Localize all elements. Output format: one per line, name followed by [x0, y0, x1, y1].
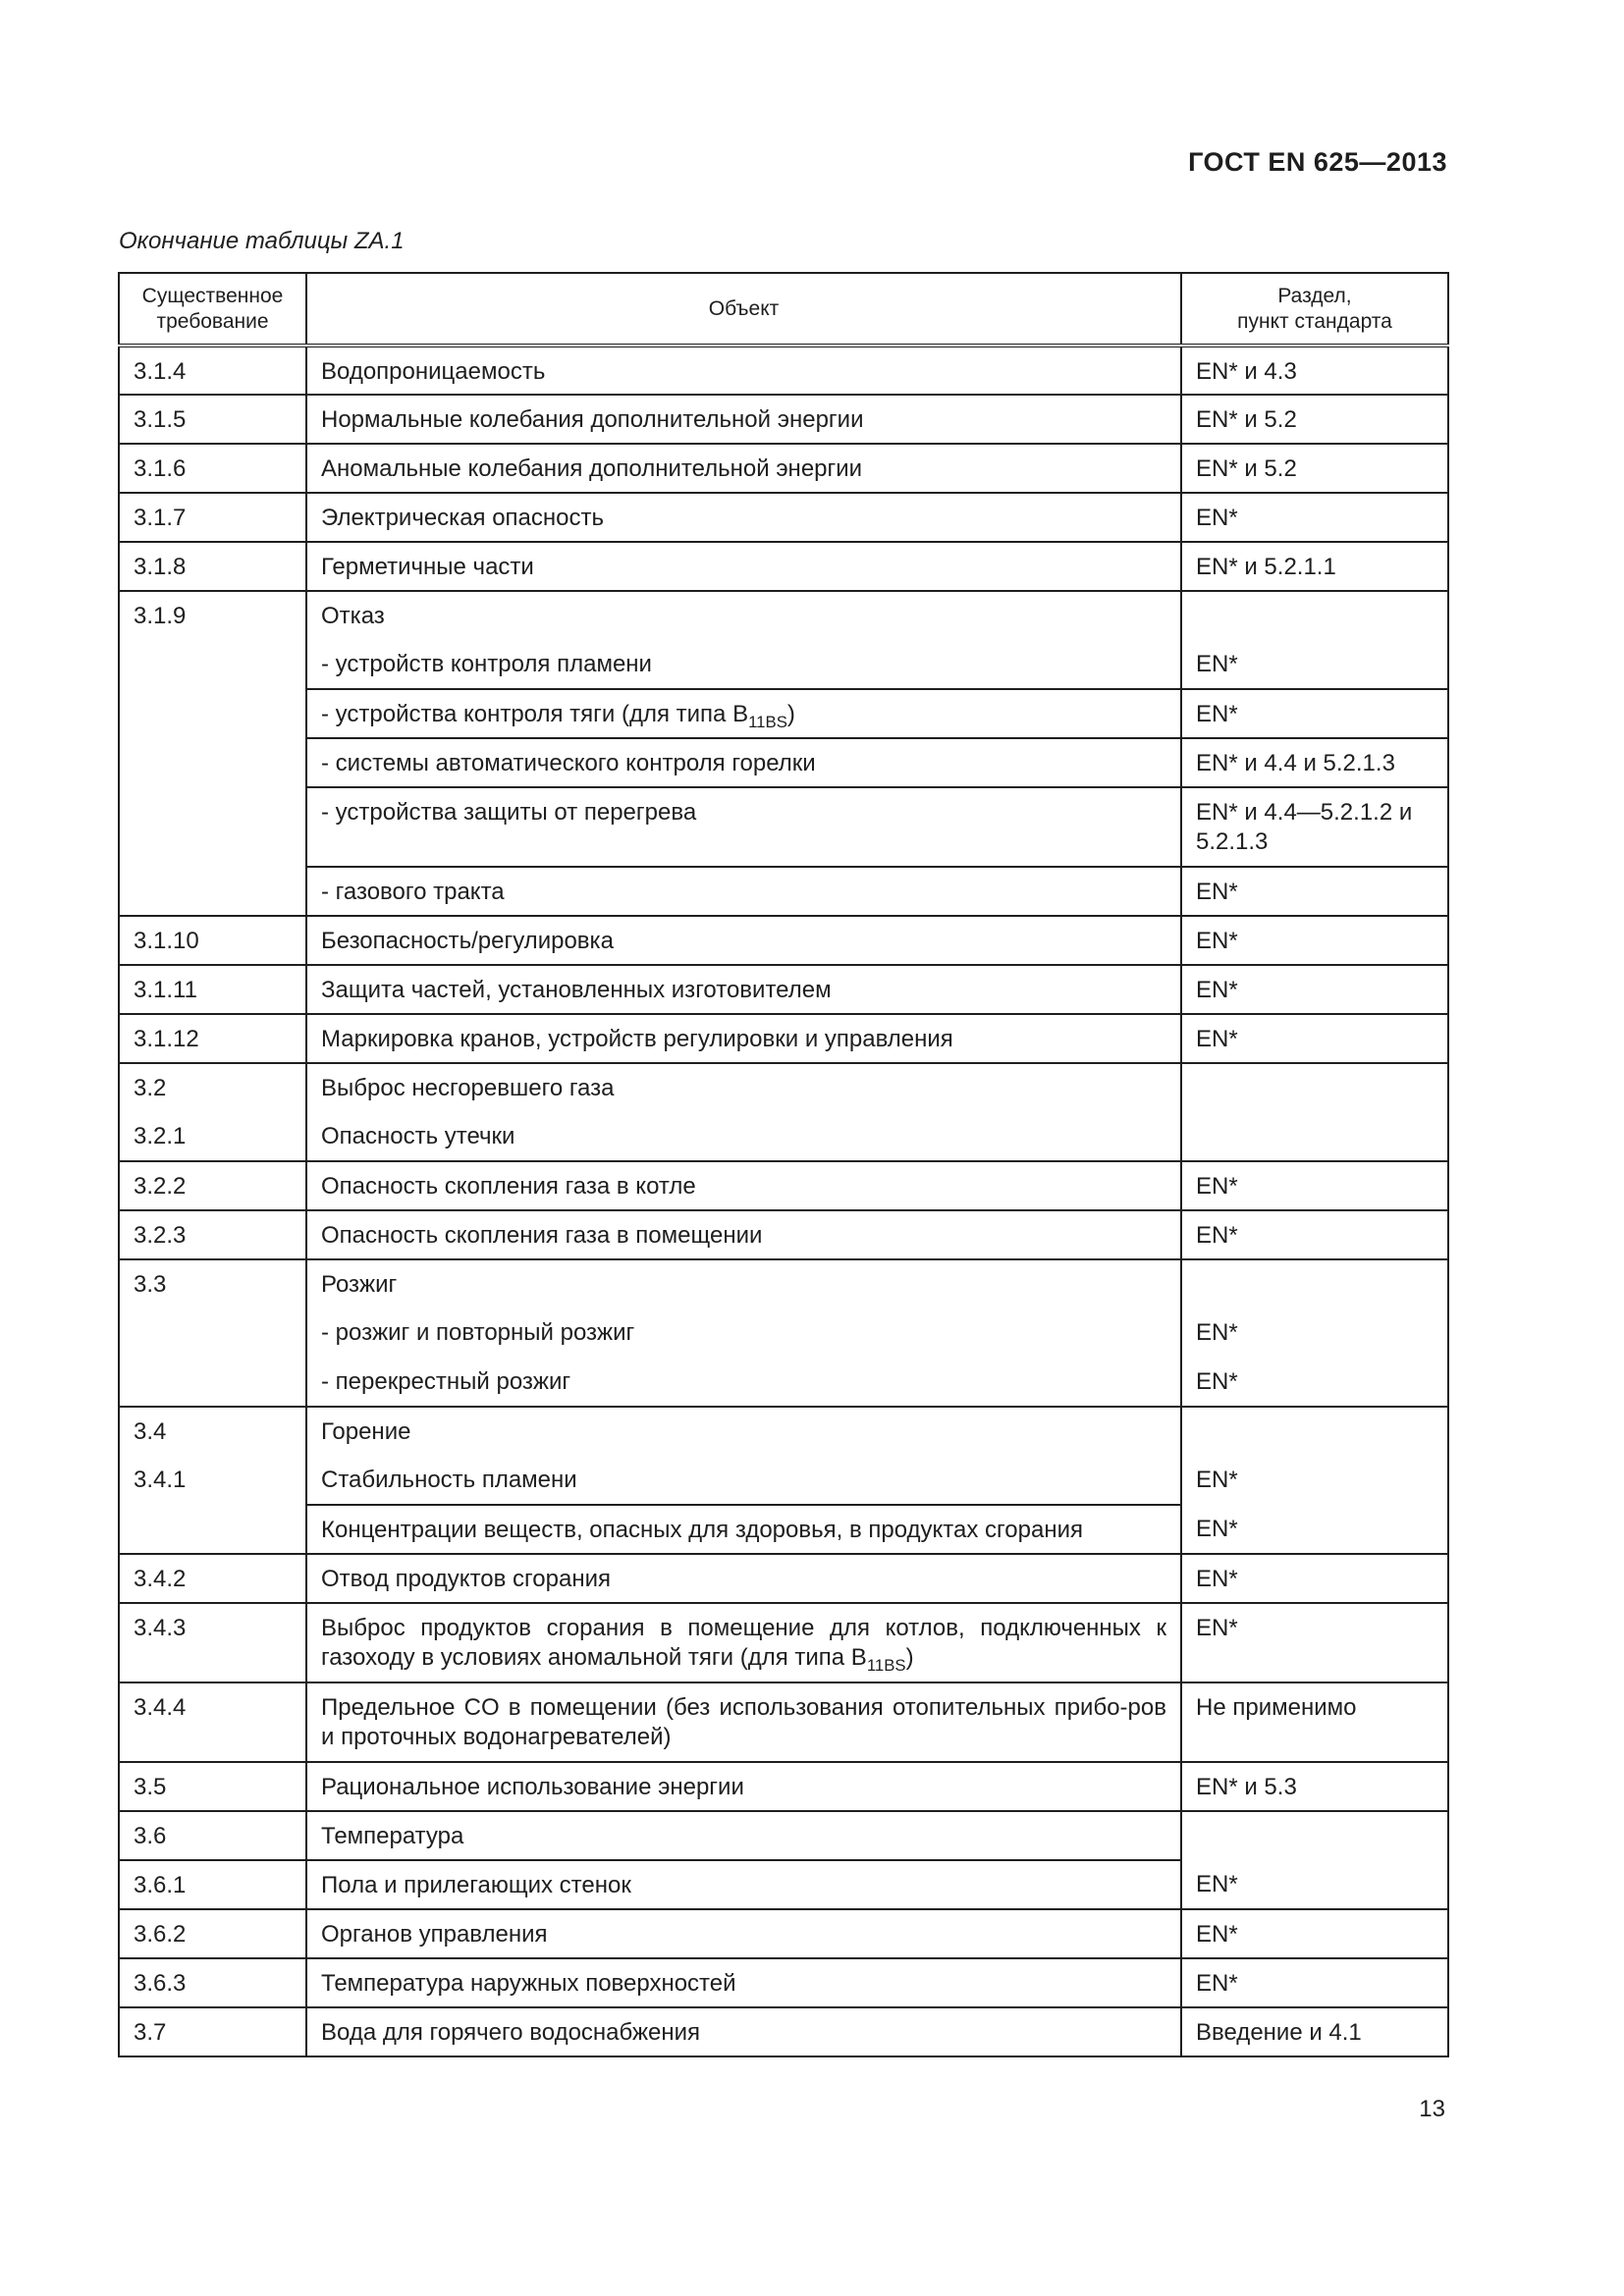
table-row [119, 1958, 1448, 2007]
requirement-cell: 3.2.1 [119, 1112, 306, 1161]
table-row [119, 346, 1448, 395]
object-cell: Органов управления [306, 1909, 1181, 1958]
object-cell: - системы автоматического контроля горелки [306, 738, 1181, 787]
clause-cell: EN* [1181, 1603, 1448, 1682]
object-cell: Выброс несгоревшего газа [306, 1063, 1181, 1112]
clause-cell: Не применимо [1181, 1682, 1448, 1762]
requirement-cell: 3.1.12 [119, 1014, 306, 1063]
table-row [119, 444, 1448, 493]
table-row [119, 1161, 1448, 1210]
object-cell: Рациональное использование энергии [306, 1762, 1181, 1811]
table-row [119, 2007, 1448, 2056]
document-title: ГОСТ EN 625—2013 [1188, 147, 1447, 177]
table-row [119, 1554, 1448, 1603]
table-row [119, 1860, 1448, 1909]
object-cell: Маркировка кранов, устройств регулировки и управления [306, 1014, 1181, 1063]
object-cell: Температура [306, 1811, 1181, 1860]
table-row [119, 1308, 1448, 1358]
clause-cell: EN* [1181, 1505, 1448, 1554]
object-cell: Температура наружных поверхностей [306, 1958, 1181, 2007]
object-cell: Предельное CO в помещении (без использования отопительных прибо-ров и проточных водонагревателей) [306, 1682, 1181, 1762]
requirement-cell: 3.1.7 [119, 493, 306, 542]
requirement-cell: 3.1.4 [119, 346, 306, 395]
requirement-cell: 3.1.8 [119, 542, 306, 591]
clause-cell: EN* [1181, 1909, 1448, 1958]
table-row [119, 591, 1448, 640]
object-cell: Аномальные колебания дополнительной энергии [306, 444, 1181, 493]
clause-cell [1181, 1811, 1448, 1860]
requirement-cell: 3.7 [119, 2007, 306, 2056]
table-row [119, 1112, 1448, 1161]
object-cell: Электрическая опасность [306, 493, 1181, 542]
table-row [119, 787, 1448, 867]
object-cell: Вода для горячего водоснабжения [306, 2007, 1181, 2056]
page-number: 13 [1419, 2096, 1445, 2122]
clause-cell: EN* [1181, 1456, 1448, 1505]
clause-cell: EN* и 4.3 [1181, 346, 1448, 395]
table-row [119, 738, 1448, 787]
table-row [119, 1682, 1448, 1762]
table-row [119, 640, 1448, 689]
table-row [119, 916, 1448, 965]
object-cell: - розжиг и повторный розжиг [306, 1308, 1181, 1358]
requirement-cell: 3.4.4 [119, 1682, 306, 1762]
header-standard-clause: Раздел, пункт стандарта [1181, 273, 1448, 346]
object-cell: Розжиг [306, 1259, 1181, 1308]
object-cell: - устройств контроля пламени [306, 640, 1181, 689]
object-cell: Отказ [306, 591, 1181, 640]
table-row [119, 1505, 1448, 1554]
table-row [119, 1603, 1448, 1682]
object-cell: Безопасность/регулировка [306, 916, 1181, 965]
table-row [119, 1456, 1448, 1505]
requirement-cell: 3.4.1 [119, 1456, 306, 1554]
requirement-cell: 3.3 [119, 1259, 306, 1407]
table-header-row [119, 273, 1448, 346]
clause-cell: EN* [1181, 1161, 1448, 1210]
requirement-cell: 3.1.6 [119, 444, 306, 493]
requirement-cell: 3.2 [119, 1063, 306, 1112]
table-row [119, 1259, 1448, 1308]
clause-cell: EN* [1181, 1358, 1448, 1407]
clause-cell: EN* [1181, 640, 1448, 689]
object-cell: Горение [306, 1407, 1181, 1456]
requirement-cell: 3.2.3 [119, 1210, 306, 1259]
requirement-cell: 3.6.1 [119, 1860, 306, 1909]
table-row [119, 1210, 1448, 1259]
clause-cell: EN* и 5.2.1.1 [1181, 542, 1448, 591]
clause-cell: EN* [1181, 916, 1448, 965]
requirement-cell: 3.6 [119, 1811, 306, 1860]
object-cell: Защита частей, установленных изготовителем [306, 965, 1181, 1014]
table-row [119, 1909, 1448, 1958]
clause-cell: EN* [1181, 1210, 1448, 1259]
object-cell: Нормальные колебания дополнительной энергии [306, 395, 1181, 444]
object-cell: Опасность скопления газа в помещении [306, 1210, 1181, 1259]
requirement-cell: 3.1.5 [119, 395, 306, 444]
table-row [119, 1407, 1448, 1456]
table-row [119, 689, 1448, 738]
clause-cell [1181, 1112, 1448, 1161]
header-object: Объект [306, 273, 1181, 346]
clause-cell [1181, 1407, 1448, 1456]
object-cell: Концентрации веществ, опасных для здоровья, в продуктах сгорания [306, 1505, 1181, 1554]
object-cell: Стабильность пламени [306, 1456, 1181, 1505]
table-row [119, 1811, 1448, 1860]
clause-cell: EN* и 5.3 [1181, 1762, 1448, 1811]
requirement-cell: 3.1.9 [119, 591, 306, 916]
requirement-cell: 3.5 [119, 1762, 306, 1811]
requirement-cell: 3.6.3 [119, 1958, 306, 2007]
clause-cell: EN* [1181, 493, 1448, 542]
table-caption: Окончание таблицы ZA.1 [119, 228, 405, 254]
requirement-cell: 3.1.10 [119, 916, 306, 965]
table-row [119, 395, 1448, 444]
object-cell: Пола и прилегающих стенок [306, 1860, 1181, 1909]
object-cell: - газового тракта [306, 867, 1181, 916]
clause-cell [1181, 591, 1448, 640]
clause-cell: EN* [1181, 965, 1448, 1014]
object-cell: Опасность скопления газа в котле [306, 1161, 1181, 1210]
requirement-cell: 3.6.2 [119, 1909, 306, 1958]
object-cell: - перекрестный розжиг [306, 1358, 1181, 1407]
object-cell: - устройства контроля тяги (для типа $B_{11BS}$) [306, 689, 1181, 738]
clause-cell: Введение и 4.1 [1181, 2007, 1448, 2056]
table-row [119, 1014, 1448, 1063]
clause-cell: EN* [1181, 689, 1448, 738]
clause-cell [1181, 1063, 1448, 1112]
clause-cell: EN* [1181, 1554, 1448, 1603]
table-row [119, 1358, 1448, 1407]
clause-cell: EN* и 5.2 [1181, 395, 1448, 444]
requirements-table [118, 272, 1449, 2057]
clause-cell: EN* [1181, 1014, 1448, 1063]
object-cell: Выброс продуктов сгорания в помещение для котлов, подключенных к газоходу в условиях аномальной тяги (для типа $B_{11BS}$) [306, 1603, 1181, 1682]
requirement-cell: 3.4.2 [119, 1554, 306, 1603]
clause-cell: EN* и 4.4—5.2.1.2 и 5.2.1.3 [1181, 787, 1448, 867]
clause-cell: EN* [1181, 867, 1448, 916]
object-cell: Герметичные части [306, 542, 1181, 591]
table-row [119, 1762, 1448, 1811]
table-row [119, 867, 1448, 916]
table-row [119, 542, 1448, 591]
object-cell: Отвод продуктов сгорания [306, 1554, 1181, 1603]
clause-cell [1181, 1259, 1448, 1308]
requirement-cell: 3.2.2 [119, 1161, 306, 1210]
header-essential-requirement: Существенное требование [119, 273, 306, 346]
table-row [119, 1063, 1448, 1112]
object-cell: Опасность утечки [306, 1112, 1181, 1161]
requirement-cell: 3.1.11 [119, 965, 306, 1014]
clause-cell: EN* [1181, 1958, 1448, 2007]
requirement-cell: 3.4 [119, 1407, 306, 1456]
object-cell: - устройства защиты от перегрева [306, 787, 1181, 867]
clause-cell: EN* и 4.4 и 5.2.1.3 [1181, 738, 1448, 787]
table-row [119, 965, 1448, 1014]
clause-cell: EN* [1181, 1860, 1448, 1909]
clause-cell: EN* и 5.2 [1181, 444, 1448, 493]
requirement-cell: 3.4.3 [119, 1603, 306, 1682]
table-row [119, 493, 1448, 542]
object-cell: Водопроницаемость [306, 346, 1181, 395]
clause-cell: EN* [1181, 1308, 1448, 1358]
